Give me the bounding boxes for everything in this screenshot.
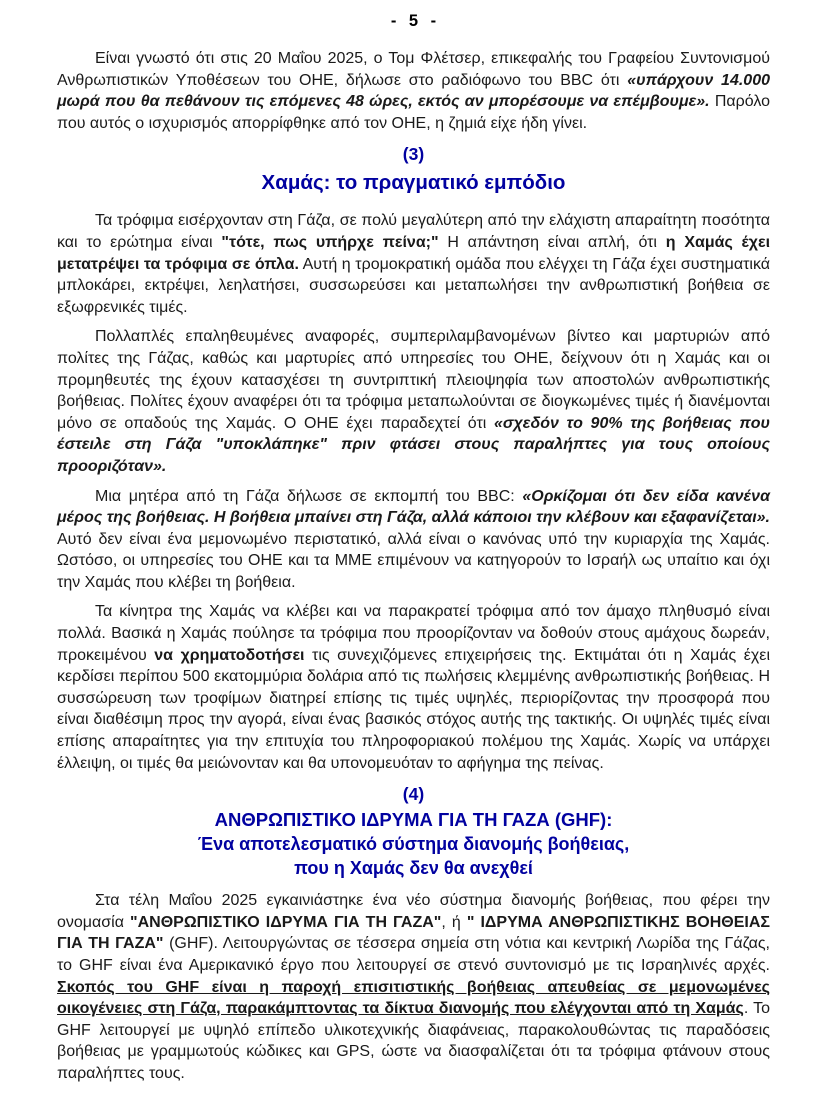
text-run: . Το GHF λειτουργεί με υψηλό επίπεδο υλικοτεχνικής διαφάνειας, παρακολουθώντας τις παραδόσεις βοήθειας με γραμμωτούς κώδικες και GPS, ώστε να διασφαλίζεται ότι τα τρόφιμα φτάνουν στους παραλήπτες τους.	[57, 1000, 770, 1082]
text-run: Μια μητέρα από τη Γάζα δήλωσε σε εκπομπή του BBC:	[95, 487, 523, 505]
text-run: (GHF). Λειτουργώντας σε τέσσερα σημεία στη νότια και κεντρική Λωρίδα της Γάζας, το GHF είναι ένα Αμερικανικό έργο που λειτουργεί σε στενό συντονισμό με τις Ισραηλινές αρχές.	[57, 935, 770, 974]
quote-run: «σχεδόν το 90% της βοήθειας που έστειλε στη Γάζα "υποκλάπηκε" πριν φτάσει στους παραλήπτες για τους οποίους προοριζόταν».	[57, 414, 770, 475]
text-run: τις συνεχιζόμενες επιχειρήσεις της. Εκτιμάται ότι η Χαμάς έχει κερδίσει περίπου 500 εκατομμύρια δολάρια από τις πωλήσεις κλεμμένης ανθρωπιστικής βοήθειας. Η συσσώρευση των τροφίμων διατηρεί επίσης τις τιμές υψηλές, περιορίζοντας την προσφορά που είναι διαθέσιμη προς την αγορά, είναι ένας βασικός στόχος αυτής της τακτικής. Οι υψηλές τιμές είναι επίσης απαραίτητες για την επιτυχία του πληροφοριακού πολέμου της Χαμάς. Χωρίς να υπάρχει έλλειψη, οι τιμές θα μειώνονταν και θα υπονομευόταν το αφήγημα της πείνας.	[57, 646, 770, 772]
bold-run: να χρηματοδοτήσει	[154, 646, 305, 664]
section4-title-line1: ΑΝΘΡΩΠΙΣΤΙΚΟ ΙΔΡΥΜΑ ΓΙΑ ΤΗ ΓΑΖΑ (GHF):	[214, 809, 613, 831]
text-run: Τα κίνητρα της Χαμάς να κλέβει και να παρακρατεί τρόφιμα από τον άμαχο πληθυσμό είναι πολλά. Βασικά η Χαμάς πούλησε τα τρόφιμα που προορίζονταν να δοθούν στους αμάχους δωρεάν, προκειμένου	[57, 603, 770, 664]
bold-run: η Χαμάς έχει μετατρέψει τα τρόφιμα σε όπλα.	[57, 233, 771, 273]
text-run: Η απάντηση είναι απλή, ότι	[438, 233, 666, 251]
section4-number: (4)	[402, 784, 425, 805]
page-number: - 5 -	[390, 12, 437, 30]
section3-title: Χαμάς: το πραγματικό εμπόδιο	[261, 171, 566, 195]
text-run: Είναι γνωστό ότι στις 20 Μαΐου 2025, ο Τομ Φλέτσερ, επικεφαλής του Γραφείου Συντονισμού Ανθρωπιστικών Υποθέσεων του ΟΗΕ, δήλωσε στο ραδιόφωνο του BBC ότι	[57, 50, 770, 89]
section3-paragraph-2	[57, 326, 770, 477]
text-run: Στα τέλη Μαΐου 2025 εγκαινιάστηκε ένα νέο σύστημα διανομής βοήθειας, που φέρει την ονομασία	[57, 892, 770, 931]
quote-run: «Ορκίζομαι ότι δεν είδα κανένα μέρος της βοήθειας. Η βοήθεια μπαίνει στη Γάζα, αλλά κάποιοι την κλέβουν και εξαφανίζεται».	[57, 487, 770, 527]
section4-paragraph-1	[57, 890, 770, 1084]
bold-underline-run: Σκοπός του GHF είναι η παροχή επισιτιστικής βοήθειας απευθείας σε μεμονωμένες οικογένειες στη Γάζα, παρακάμπτοντας τα δίκτυα διανομής που ελέγχονται από τη Χαμάς	[57, 978, 770, 1018]
quote-run: «υπάρχουν 14.000 μωρά που θα πεθάνουν τις επόμενες 48 ώρες, εκτός αν μπορέσουμε να επέμβουμε».	[57, 71, 770, 111]
intro-paragraph	[57, 48, 770, 134]
bold-run: "τότε, πως υπήρχε πείνα;"	[221, 233, 439, 251]
text-run: Πολλαπλές επαληθευμένες αναφορές, συμπεριλαμβανομένων βίντεο και μαρτυριών από πολίτες της Γάζας, καθώς και μαρτυρίες από υπηρεσίες του ΟΗΕ, δείχνουν ότι η Χαμάς και οι προμηθευτές της έχουν κατασχέσει τη συντριπτική πλειοψηφία των αποστολών ανθρωπιστικής βοήθειας. Πολίτες έχουν αναφέρει ότι τα τρόφιμα μεταπωλούνται σε διογκωμένες τιμές ή διανέμονται μόνο σε οπαδούς της Χαμάς. Ο ΟΗΕ έχει παραδεχτεί ότι	[57, 328, 770, 432]
text-run: , ή	[441, 913, 467, 931]
section4-title	[57, 808, 770, 880]
section3-paragraph-1	[57, 210, 770, 318]
section3-paragraph-3	[57, 486, 770, 594]
bold-run: "ΑΝΘΡΩΠΙΣΤΙΚΟ ΙΔΡΥΜΑ ΓΙΑ ΤΗ ΓΑΖΑ"	[130, 913, 442, 931]
section4-title-line3: που η Χαμάς δεν θα ανεχθεί	[294, 858, 533, 879]
text-run: Τα τρόφιμα εισέρχονταν στη Γάζα, σε πολύ μεγαλύτερη από την ελάχιστη απαραίτητη ποσότητα και το ερώτημα είναι	[57, 212, 770, 251]
section4-title-line2: Ένα αποτελεσματικό σύστημα διανομής βοήθειας,	[197, 834, 630, 855]
text-run: Αυτή η τρομοκρατική ομάδα που ελέγχει τη Γάζα έχει συστηματικά μπλοκάρει, εκτρέψει, λεηλατήσει, συσσωρεύσει και μεταπωλήσει την ανθρωπιστική βοήθεια σε εξωφρενικές τιμές.	[57, 255, 770, 316]
text-run: Αυτό δεν είναι ένα μεμονωμένο περιστατικό, αλλά είναι ο κανόνας υπό την κυριαρχία της Χαμάς. Ωστόσο, οι υπηρεσίες του ΟΗΕ και τα ΜΜΕ επιμένουν να κατηγορούν το Ισραήλ ως υπαίτιο και όχι την Χαμάς που κλέβει τη βοήθεια.	[57, 530, 770, 591]
bold-run: " ΙΔΡΥΜΑ ΑΝΘΡΩΠΙΣΤΙΚΗΣ ΒΟΗΘΕΙΑΣ ΓΙΑ ΤΗ ΓΑΖΑ"	[57, 913, 771, 953]
text-run: Παρόλο που αυτός ο ισχυρισμός απορρίφθηκε από τον ΟΗΕ, η ζημιά είχε ήδη γίνει.	[57, 93, 770, 132]
section3-paragraph-4	[57, 601, 770, 774]
section3-number: (3)	[402, 144, 425, 165]
